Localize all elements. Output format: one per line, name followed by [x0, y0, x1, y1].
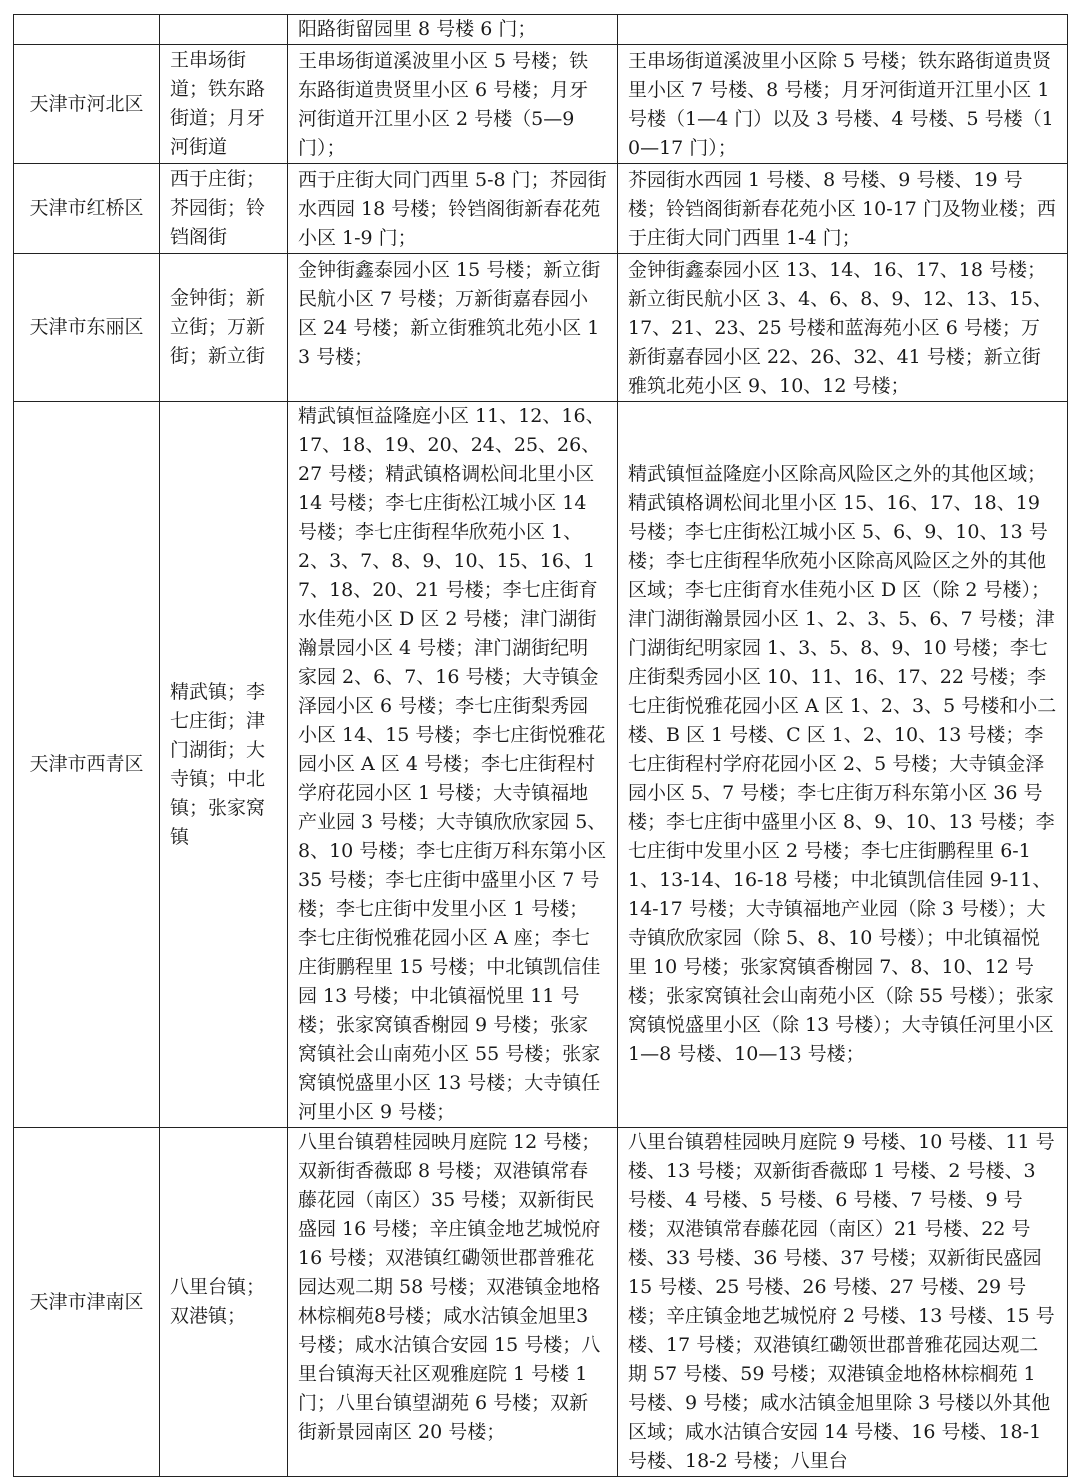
- table-row: [14, 1128, 1068, 1477]
- table-row: [14, 402, 1068, 1128]
- high-risk-cell: 金钟街鑫泰园小区 15 号楼；新立街民航小区 7 号楼；万新街嘉春园小区 24 号楼；新立街雅筑北苑小区 13 号楼；: [288, 254, 618, 402]
- district-cell: 天津市津南区: [14, 1128, 160, 1477]
- high-risk-cell: 西于庄街大同门西里 5-8 门；芥园街水西园 18 号楼；铃铛阁街新春花苑小区 1-9 门；: [288, 164, 618, 254]
- streets-cell: [160, 15, 288, 45]
- streets-cell: 西于庄街；芥园街；铃铛阁街: [160, 164, 288, 254]
- medium-risk-cell: 王串场街道溪波里小区除 5 号楼；铁东路街道贵贤里小区 7 号楼、8 号楼；月牙河街道开江里小区 1 号楼（1—4 门）以及 3 号楼、4 号楼、5 号楼（10—17 门）；: [618, 45, 1068, 164]
- medium-risk-cell: 精武镇恒益隆庭小区除高风险区之外的其他区域；精武镇格调松间北里小区 15、16、17、18、19 号楼；李七庄街松江城小区 5、6、9、10、13 号楼；李七庄街程华欣苑小区除高风险区之外的其他区域；李七庄街育水佳苑小区 D 区（除 2 号楼）；津门湖街瀚景园小区 1、2、3、5、6、7 号楼；津门湖街纪明家园 1、3、5、8、9、10 号楼；李七庄街梨秀园小区 10、11、16、17、22 号楼；李七庄街悦雅花园小区 A 区 1、2、3、5 号楼和小二楼、B 区 1 号楼、C 区 1、2、10、13 号楼；李七庄街程村学府花园小区 2、5 号楼；大寺镇金泽园小区 5、7 号楼；李七庄街万科东第小区 36 号楼；李七庄街中盛里小区 8、9、10、13 号楼；李七庄街中发里小区 2 号楼；李七庄街鹏程里 6-11、13-14、16-18 号楼；中北镇凯信佳园 9-11、14-17 号楼；大寺镇福地产业园（除 3 号楼）；大寺镇欣欣家园（除 5、8、10 号楼）；中北镇福悦里 10 号楼；张家窝镇香榭园 7、8、10、12 号楼；张家窝镇社会山南苑小区（除 55 号楼）；张家窝镇悦盛里小区（除 13 号楼）；大寺镇任河里小区 1—8 号楼、10—13 号楼；: [618, 402, 1068, 1128]
- high-risk-cell: 精武镇恒益隆庭小区 11、12、16、17、18、19、20、24、25、26、27 号楼；精武镇格调松间北里小区 14 号楼；李七庄街松江城小区 14 号楼；李七庄街程华欣苑小区 1、2、3、7、8、9、10、15、16、17、18、20、21 号楼；李七庄街育水佳苑小区 D 区 2 号楼；津门湖街瀚景园小区 4 号楼；津门湖街纪明家园 2、6、7、16 号楼；大寺镇金泽园小区 6 号楼；李七庄街梨秀园小区 14、15 号楼；李七庄街悦雅花园小区 A 区 4 号楼；李七庄街程村学府花园小区 1 号楼；大寺镇福地产业园 3 号楼；大寺镇欣欣家园 5、8、10 号楼；李七庄街万科东第小区 35 号楼；李七庄街中盛里小区 7 号楼；李七庄街中发里小区 1 号楼；李七庄街悦雅花园小区 A 座；李七庄街鹏程里 15 号楼；中北镇凯信佳园 13 号楼；中北镇福悦里 11 号楼；张家窝镇香榭园 9 号楼；张家窝镇社会山南苑小区 55 号楼；张家窝镇悦盛里小区 13 号楼；大寺镇任河里小区 9 号楼；: [288, 402, 618, 1128]
- medium-risk-cell: 芥园街水西园 1 号楼、8 号楼、9 号楼、19 号楼；铃铛阁街新春花苑小区 10-17 门及物业楼；西于庄街大同门西里 1-4 门；: [618, 164, 1068, 254]
- medium-risk-cell: [618, 15, 1068, 45]
- district-cell: 天津市红桥区: [14, 164, 160, 254]
- risk-area-table: [13, 14, 1068, 1477]
- table-row: [14, 15, 1068, 45]
- district-cell: [14, 15, 160, 45]
- high-risk-cell: 八里台镇碧桂园映月庭院 12 号楼；双新街香薇邸 8 号楼；双港镇常春藤花园（南区）35 号楼；双新街民盛园 16 号楼；辛庄镇金地艺城悦府 16 号楼；双港镇红磡领世郡普雅花园达观二期 58 号楼；双港镇金地格林棕榈苑8号楼；咸水沽镇金旭里3号楼；咸水沽镇合安园 15 号楼；八里台镇海天社区观雅庭院 1 号楼 1 门；八里台镇望湖苑 6 号楼；双新街新景园南区 20 号楼；: [288, 1128, 618, 1477]
- streets-cell: 金钟街；新立街；万新街；新立街: [160, 254, 288, 402]
- high-risk-cell: 阳路街留园里 8 号楼 6 门；: [288, 15, 618, 45]
- high-risk-cell: 王串场街道溪波里小区 5 号楼；铁东路街道贵贤里小区 6 号楼；月牙河街道开江里小区 2 号楼（5—9 门）；: [288, 45, 618, 164]
- medium-risk-cell: 金钟街鑫泰园小区 13、14、16、17、18 号楼；新立街民航小区 3、4、6、8、9、12、13、15、17、21、23、25 号楼和蓝海苑小区 6 号楼；万新街嘉春园小区 22、26、32、41 号楼；新立街雅筑北苑小区 9、10、12 号楼；: [618, 254, 1068, 402]
- district-cell: 天津市东丽区: [14, 254, 160, 402]
- medium-risk-cell: 八里台镇碧桂园映月庭院 9 号楼、10 号楼、11 号楼、13 号楼；双新街香薇邸 1 号楼、2 号楼、3 号楼、4 号楼、5 号楼、6 号楼、7 号楼、9 号楼；双港镇常春藤花园（南区）21 号楼、22 号楼、33 号楼、36 号楼、37 号楼；双新街民盛园 15 号楼、25 号楼、26 号楼、27 号楼、29 号楼；辛庄镇金地艺城悦府 2 号楼、13 号楼、15 号楼、17 号楼；双港镇红磡领世郡普雅花园达观二期 57 号楼、59 号楼；双港镇金地格林棕榈苑 1 号楼、9 号楼；咸水沽镇金旭里除 3 号楼以外其他区域；咸水沽镇合安园 14 号楼、16 号楼、18-1 号楼、18-2 号楼；八里台: [618, 1128, 1068, 1477]
- table-row: [14, 254, 1068, 402]
- table-row: [14, 164, 1068, 254]
- streets-cell: 精武镇；李七庄街；津门湖街；大寺镇；中北镇；张家窝镇: [160, 402, 288, 1128]
- streets-cell: 八里台镇；双港镇；: [160, 1128, 288, 1477]
- district-cell: 天津市西青区: [14, 402, 160, 1128]
- streets-cell: 王串场街道；铁东路街道；月牙河街道: [160, 45, 288, 164]
- district-cell: 天津市河北区: [14, 45, 160, 164]
- table-row: [14, 45, 1068, 164]
